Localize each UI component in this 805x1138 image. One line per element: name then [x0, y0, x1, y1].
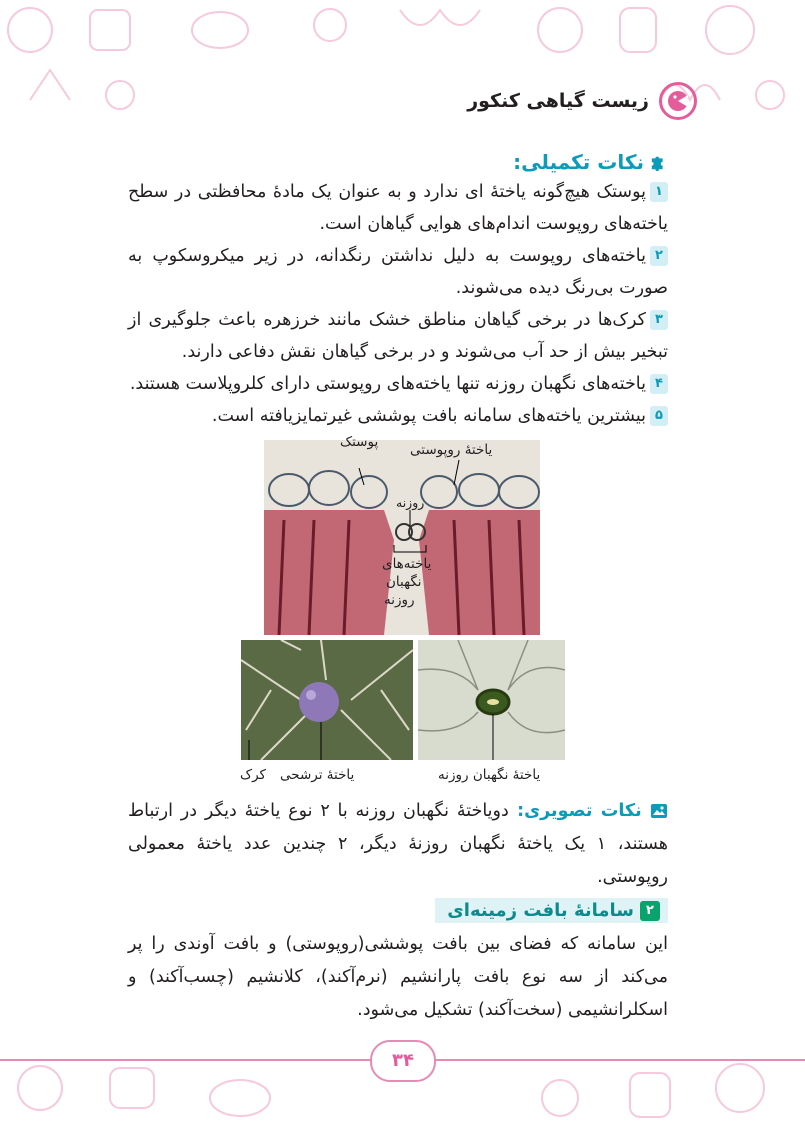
note-number: ۴ — [650, 374, 668, 394]
header-title: زیست گیاهی کنکور — [467, 90, 649, 112]
label-guard-cells-1: یاخته‌های — [382, 556, 432, 572]
note-item-5 — [128, 400, 668, 432]
note-text: یاخته‌های روپوست به دلیل نداشتن رنگدانه، در زیر میکروسکوپ به صورت بی‌رنگ دیده می‌شوند. — [128, 246, 668, 298]
note-text: پوستک هیچ‌گونه یاختهٔ ای ندارد و به عنوان یک مادهٔ محافظتی در سطح یاخته‌های روپوست اندام‌های هوایی گیاهان است. — [128, 182, 668, 234]
label-trichome: کرک — [240, 767, 266, 783]
section-number-badge: ۲ — [640, 901, 660, 921]
guard-cell-micrograph — [418, 640, 565, 760]
stomach-logo-icon — [659, 82, 697, 120]
ground-tissue-text: این سامانه که فضای بین بافت پوششی(روپوستی) و بافت آوندی را پر می‌کند از سه نوع بافت پارانشیم (نرم‌آکند)، کلانشیم (چسب‌آکند) و اسکلرانشیمی (سخت‌آکند) تشکیل می‌شود. — [128, 934, 668, 1020]
label-guard-cells-3: روزنه — [384, 592, 415, 608]
note-number: ۳ — [650, 310, 668, 330]
visual-notes-heading — [509, 801, 668, 821]
picture-icon — [650, 803, 668, 819]
section1-title: نکات تکمیلی: — [513, 150, 644, 174]
note-number: ۲ — [650, 246, 668, 266]
visual-notes-text: دویاختهٔ نگهبان روزنه با ۲ نوع یاختهٔ دیگر در ارتباط هستند، ۱ یک یاختهٔ نگهبان روزنهٔ دیگر، ۲ چندین عدد یاختهٔ معمولی روپوستی. — [128, 801, 668, 887]
note-item-2 — [128, 240, 668, 304]
section3-title: سامانهٔ بافت زمینه‌ای — [447, 900, 634, 921]
label-cuticle: پوستک — [340, 434, 379, 450]
puzzle-icon — [650, 153, 668, 171]
section2-title: نکات تصویری: — [517, 801, 642, 821]
label-guard-cells-2: نگهبان — [386, 574, 422, 590]
note-item-4 — [128, 368, 668, 400]
label-stoma: روزنه — [396, 495, 425, 510]
note-item-1 — [128, 176, 668, 240]
note-text: بیشترین یاخته‌های سامانه بافت پوششی غیرتمایزیافته است. — [211, 406, 646, 426]
ground-tissue-heading — [435, 898, 668, 923]
trichome-micrograph — [241, 640, 413, 760]
note-number: ۱ — [650, 182, 668, 202]
page-header — [467, 82, 697, 120]
label-guard-cell: یاختهٔ نگهبان روزنه — [438, 767, 541, 783]
section-title-complementary — [128, 150, 668, 174]
note-item-3 — [128, 304, 668, 368]
note-text: کرک‌ها در برخی گیاهان مناطق خشک مانند خرزهره باعث جلوگیری از تبخیر بیش از حد آب می‌شوند و در برخی گیاهان نقش دفاعی دارند. — [128, 310, 668, 362]
label-epidermal-cell: یاختهٔ روپوستی — [410, 442, 493, 458]
label-secretory-cell: یاختهٔ ترشحی — [280, 767, 355, 783]
complementary-notes — [128, 150, 668, 432]
note-text: یاخته‌های نگهبان روزنه تنها یاخته‌های روپوستی دارای کلروپلاست هستند. — [129, 374, 646, 394]
note-number: ۵ — [650, 406, 668, 426]
page-number: ۳۴ — [370, 1040, 436, 1082]
visual-notes — [128, 795, 668, 894]
